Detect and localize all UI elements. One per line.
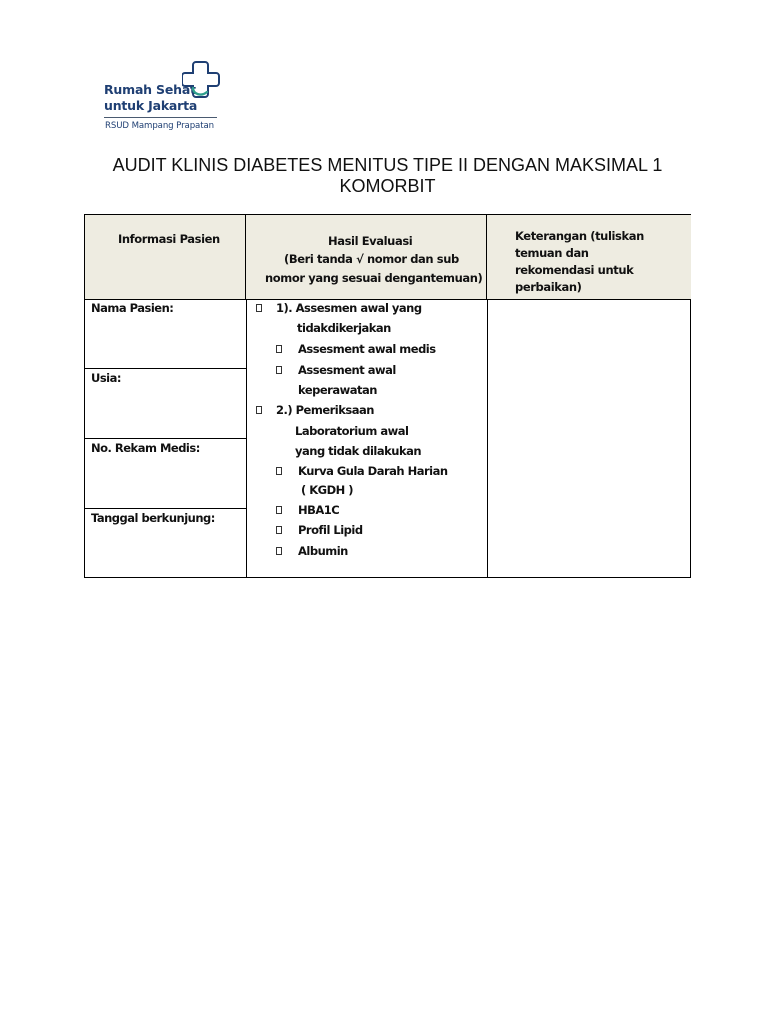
logo-divider — [104, 117, 217, 118]
logo-text-untuk-jakarta: untuk Jakarta — [104, 98, 198, 113]
item-profil-lipid: Profil Lipid — [298, 523, 363, 537]
header-cell-keterangan — [487, 215, 691, 299]
row-divider — [85, 508, 246, 509]
header-keterangan-line1: Keterangan (tuliskan — [515, 229, 644, 243]
checkbox-icon[interactable] — [276, 547, 282, 555]
header-keterangan-line2: temuan dan — [515, 246, 589, 260]
header-divider — [85, 299, 690, 300]
document-title: AUDIT KLINIS DIABETES MENITUS TIPE II DENGAN MAKSIMAL 1 KOMORBIT — [112, 155, 663, 196]
item-pemeriksaan-cont1: Laboratorium awal — [295, 424, 409, 438]
header-cell-hasil — [246, 215, 487, 299]
item-assesment-keperawatan-cont: keperawatan — [298, 383, 377, 397]
item-assesment-keperawatan: Assesment awal — [298, 363, 396, 377]
checkbox-icon[interactable] — [276, 526, 282, 534]
checkbox-icon[interactable] — [276, 366, 282, 374]
column-divider-2 — [487, 299, 488, 577]
hospital-logo — [104, 62, 234, 134]
logo-text-rsud: RSUD Mampang Prapatan — [105, 121, 215, 131]
field-tanggal-berkunjung: Tanggal berkunjung: — [91, 511, 215, 525]
field-usia: Usia: — [91, 371, 121, 385]
column-divider-1 — [246, 299, 247, 577]
row-divider — [85, 368, 246, 369]
checkbox-icon[interactable] — [276, 467, 282, 475]
header-keterangan-line3: rekomendasi untuk — [515, 263, 634, 277]
field-no-rekam-medis: No. Rekam Medis: — [91, 441, 200, 455]
item-kgdh-cont: ( KGDH ) — [301, 483, 354, 497]
audit-table — [84, 214, 691, 578]
item-pemeriksaan: 2.) Pemeriksaan — [276, 403, 374, 417]
checkbox-icon[interactable] — [256, 406, 262, 414]
header-hasil-line2: (Beri tanda √ nomor dan sub — [284, 252, 459, 266]
item-albumin: Albumin — [298, 544, 348, 558]
field-nama-pasien: Nama Pasien: — [91, 301, 174, 315]
item-kgdh: Kurva Gula Darah Harian — [298, 464, 448, 478]
row-divider — [85, 438, 246, 439]
checkbox-icon[interactable] — [256, 304, 262, 312]
item-assesmen-awal: 1). Assesmen awal yang — [276, 301, 422, 315]
header-hasil-line1: Hasil Evaluasi — [328, 234, 413, 248]
header-informasi-pasien: Informasi Pasien — [118, 232, 220, 246]
medical-cross-icon — [182, 60, 220, 100]
item-assesmen-awal-cont: tidakdikerjakan — [297, 321, 391, 335]
header-hasil-line3: nomor yang sesuai dengantemuan) — [265, 271, 483, 285]
item-hba1c: HBA1C — [298, 503, 340, 517]
checkbox-icon[interactable] — [276, 345, 282, 353]
item-pemeriksaan-cont2: yang tidak dilakukan — [295, 444, 422, 458]
header-cell-informasi — [85, 215, 246, 299]
checkbox-icon[interactable] — [276, 506, 282, 514]
logo-text-rumah-sehat: Rumah Sehat — [104, 82, 196, 97]
item-assesment-medis: Assesment awal medis — [298, 342, 436, 356]
header-keterangan-line4: perbaikan) — [515, 280, 582, 294]
